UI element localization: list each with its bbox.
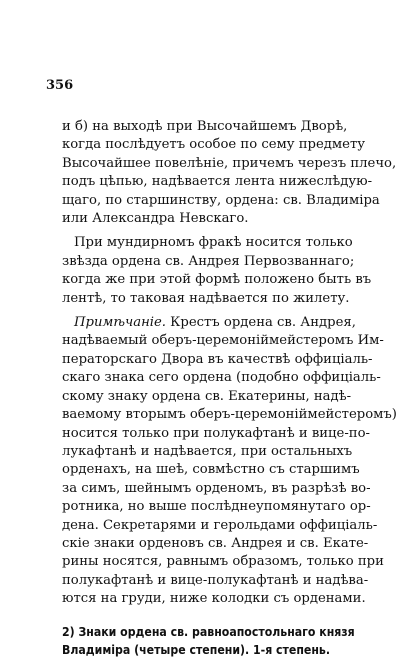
text-line: щаго, по старшинству, ордена: св. Владиміра (62, 192, 380, 208)
paragraph-1 (62, 118, 397, 228)
paragraph-2 (62, 234, 372, 308)
text-line: надѣваемый оберъ-церемоніймейстеромъ Им- (62, 333, 384, 349)
text-line: Высочайшее повелѣніе, причемъ черезъ плечо, (62, 155, 397, 171)
paragraph-note (62, 314, 397, 609)
text-line: скіе знаки орденовъ св. Андрея и св. Екате- (62, 535, 369, 551)
section-heading (62, 623, 355, 659)
text-line: ваемому вторымъ оберъ-церемоніймейстеромъ) (62, 407, 397, 423)
text-line: ротника, но выше послѣднеупомянутаго ор- (62, 499, 371, 515)
text-line: скаго знака сего ордена (подобно оффиціаль- (62, 370, 381, 386)
heading-line: Владиміра (четыре степени). 1-я степень. (62, 642, 331, 657)
text-line: орденахъ, на шеѣ, совмѣстно съ старшимъ (62, 462, 360, 478)
text-line: лукафтанѣ и надѣвается, при остальныхъ (62, 443, 353, 459)
text-line: лентѣ, то таковая надѣвается по жилету. (62, 290, 350, 306)
text-line: звѣзда ордена св. Андрея Первозваннаго; (62, 253, 355, 269)
text-line: полукафтанѣ и вице-полукафтанѣ и надѣва- (62, 572, 369, 588)
text-line: или Александра Невскаго. (62, 211, 249, 227)
text-line: рины носятся, равнымъ образомъ, только при (62, 554, 384, 570)
text-line: когда послѣдуетъ особое по сему предмету (62, 137, 366, 153)
text-line (62, 314, 356, 332)
text-line: носится только при полукафтанѣ и вице-по- (62, 425, 370, 441)
note-lead: Примѣчаніе. (74, 315, 166, 331)
text-line: за симъ, шейнымъ орденомъ, въ разрѣзѣ во- (62, 480, 371, 496)
text-line: скому знаку ордена св. Екатерины, надѣ- (62, 388, 352, 404)
text-line: дена. Секретарями и герольдами оффиціаль- (62, 517, 378, 533)
text-line: ператорскаго Двора въ качествѣ оффиціаль- (62, 351, 373, 367)
text-line: и б) на выходѣ при Высочайшемъ Дворѣ, (62, 119, 348, 134)
body-text (62, 118, 397, 659)
heading-line: 2) Знаки ордена св. равноапостольнаго князя (62, 624, 355, 639)
text-line: подъ цѣпью, надѣвается лента нижеслѣдую- (62, 174, 373, 190)
text-line: когда же при этой формѣ положено быть въ (62, 272, 372, 288)
page-number: 356 (46, 78, 74, 93)
note-line-start: Крестъ ордена св. Андрея, (165, 315, 356, 331)
text-line: При мундирномъ фракѣ носится только (74, 235, 353, 251)
text-line: ются на груди, ниже колодки съ орденами. (62, 591, 366, 607)
